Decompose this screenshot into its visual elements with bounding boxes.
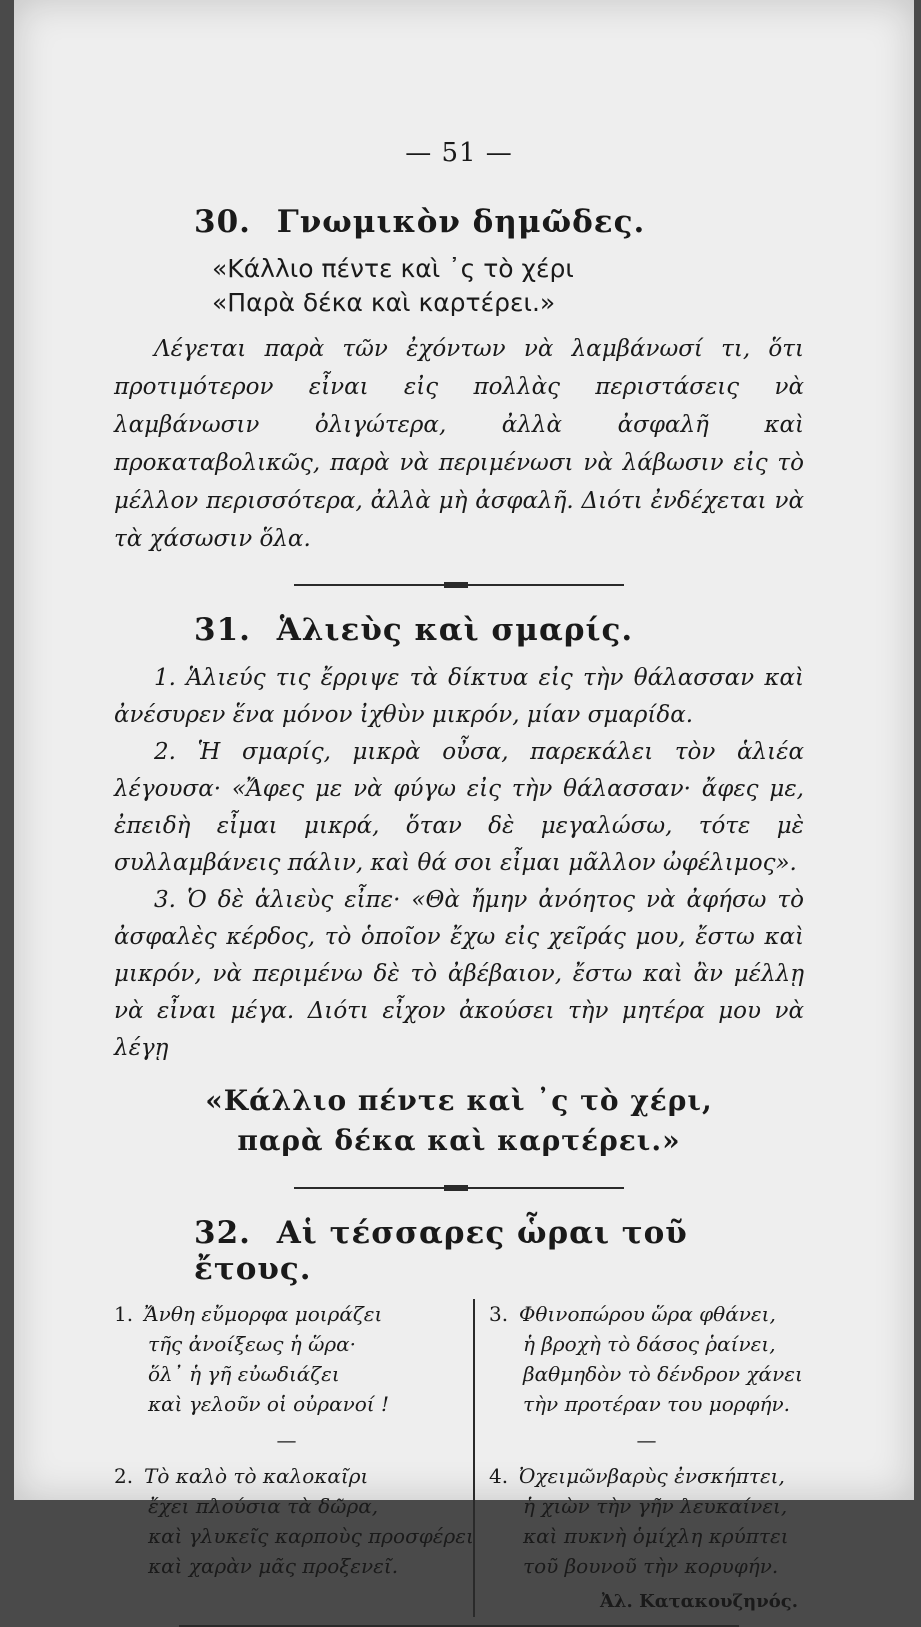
stanza [114,1299,459,1419]
page-number: — 51 — [405,138,513,168]
section-number: 32. [194,1215,251,1251]
poem-line: ἡ χιὼν τὴν γῆν λευκαίνει, [523,1494,788,1518]
stanza-separator: — [636,1428,657,1452]
poem-line: Ὀχειμῶνβαρὺς ἐνσκήπτει, [519,1464,785,1488]
poem-line: καὶ γελοῦν οἱ οὐρανοί ! [148,1392,390,1416]
poem-line: Ἄνθη εὔμορφα μοιράζει [144,1302,383,1326]
stanza-number: 3. [489,1302,509,1326]
poem-line: καὶ γλυκεῖς καρποὺς προσφέρει [148,1524,474,1548]
stanza-number: 2. [114,1464,134,1488]
section-title: Ἁλιεὺς καὶ σμαρίς. [276,612,634,648]
stanza [489,1299,804,1419]
poem-column-left [114,1299,475,1617]
quote-line: παρὰ δέκα καὶ καρτέρει.» [237,1124,681,1157]
stanza-separator: — [276,1428,297,1452]
poem-line: καὶ χαρὰν μᾶς προξενεῖ. [148,1554,399,1578]
story-paragraph: 1. Ἁλιεύς τις ἔρριψε τὰ δίκτυα εἰς τὴν θάλασσαν καὶ ἀνέσυρεν ἕνα μόνον ἰχθὺν μικρόν, μίαν σμαρίδα. [114,665,804,728]
story-paragraph: 3. Ὁ δὲ ἁλιεὺς εἶπε· «Θὰ ἤμην ἀνόητος νὰ ἀφήσω τὸ ἀσφαλὲς κέρδος, τὸ ὁποῖον ἔχω εἰς χεῖράς μου, ἔστω καὶ μικρόν, νὰ περιμένω δὲ τὸ ἀβέβαιον, ἔστω καὶ ἂν μέλλῃ νὰ εἶναι μέγα. Διότι εἶχον ἀκούσει τὴν μητέρα μου νὰ λέγῃ [114,887,804,1061]
section-number: 31. [194,612,251,648]
poem-column-right [475,1299,804,1617]
quote-line: «Κάλλιο πέντε καὶ ᾽ς τὸ χέρι, [205,1084,713,1117]
poem-line: Φθινοπώρου ὥρα φθάνει, [519,1302,776,1326]
proverb-line: «Κάλλιο πέντε καὶ ᾽ς τὸ χέρι [212,254,574,283]
poem-line: ἡ βροχὴ τὸ δάσος ῥαίνει, [523,1332,776,1356]
poem-line: ἔχει πλούσια τὰ δῶρα, [148,1494,379,1518]
section-heading-30 [194,204,804,240]
poem-line: ὅλ᾽ ἡ γῆ εὐωδιάζει [148,1362,340,1386]
poem-columns [114,1299,804,1617]
poem-line: βαθμηδὸν τὸ δένδρον χάνει [523,1362,803,1386]
section-title: Γνωμικὸν δημῶδες. [276,204,646,240]
proverb-line: «Παρὰ δέκα καὶ καρτέρει.» [212,288,556,317]
poem-line: τῆς ἀνοίξεως ἡ ὥρα· [148,1332,357,1356]
section-heading-32 [194,1215,804,1287]
author-signature: Ἀλ. Κατακουζηνός. [599,1591,798,1612]
section-divider [294,1187,624,1189]
poem-line: τοῦ βουνοῦ τὴν κορυφήν. [523,1554,779,1578]
proverb [212,252,804,320]
section-heading-31 [194,612,804,648]
bold-quote [114,1081,804,1161]
section-divider [294,584,624,586]
section-paragraph: Λέγεται παρὰ τῶν ἐχόντων νὰ λαμβάνωσί τι, ὅτι προτιμότερον εἶναι εἰς πολλὰς περιστάσεις νὰ λαμβάνωσιν ὀλιγώτερα, ἀλλὰ ἀσφαλῆ καὶ προκαταβολικῶς, παρὰ νὰ περιμένωσι νὰ λάβωσιν εἰς τὸ μέλλον περισσότερα, ἀλλὰ μὴ ἀσφαλῆ. Διότι ἐνδέχεται νὰ τὰ χάσωσιν ὅλα. [114,336,804,552]
book-page [14,0,914,1612]
section-number: 30. [194,204,251,240]
stanza [489,1461,804,1581]
page-content [114,138,804,1627]
poem-line: Τὸ καλὸ τὸ καλοκαῖρι [144,1464,369,1488]
stanza-number: 1. [114,1302,134,1326]
poem-line: καὶ πυκνὴ ὁμίχλη κρύπτει [523,1524,789,1548]
story-paragraph: 2. Ἡ σμαρίς, μικρὰ οὖσα, παρεκάλει τὸν ἁλιέα λέγουσα· «Ἄφες με νὰ φύγω εἰς τὴν θάλασσαν· ἄφες με, ἐπειδὴ εἶμαι μικρά, ὅταν δὲ μεγαλώσω, τότε μὲ συλλαμβάνεις πάλιν, καὶ θά σοι εἶμαι μᾶλλον ὠφέλιμος». [114,739,804,876]
stanza-number: 4. [489,1464,509,1488]
stanza [114,1461,474,1581]
section-title: Αἱ τέσσαρες ὧραι τοῦ ἔτους. [194,1215,688,1287]
poem-line: τὴν προτέραν του μορφήν. [523,1392,791,1416]
